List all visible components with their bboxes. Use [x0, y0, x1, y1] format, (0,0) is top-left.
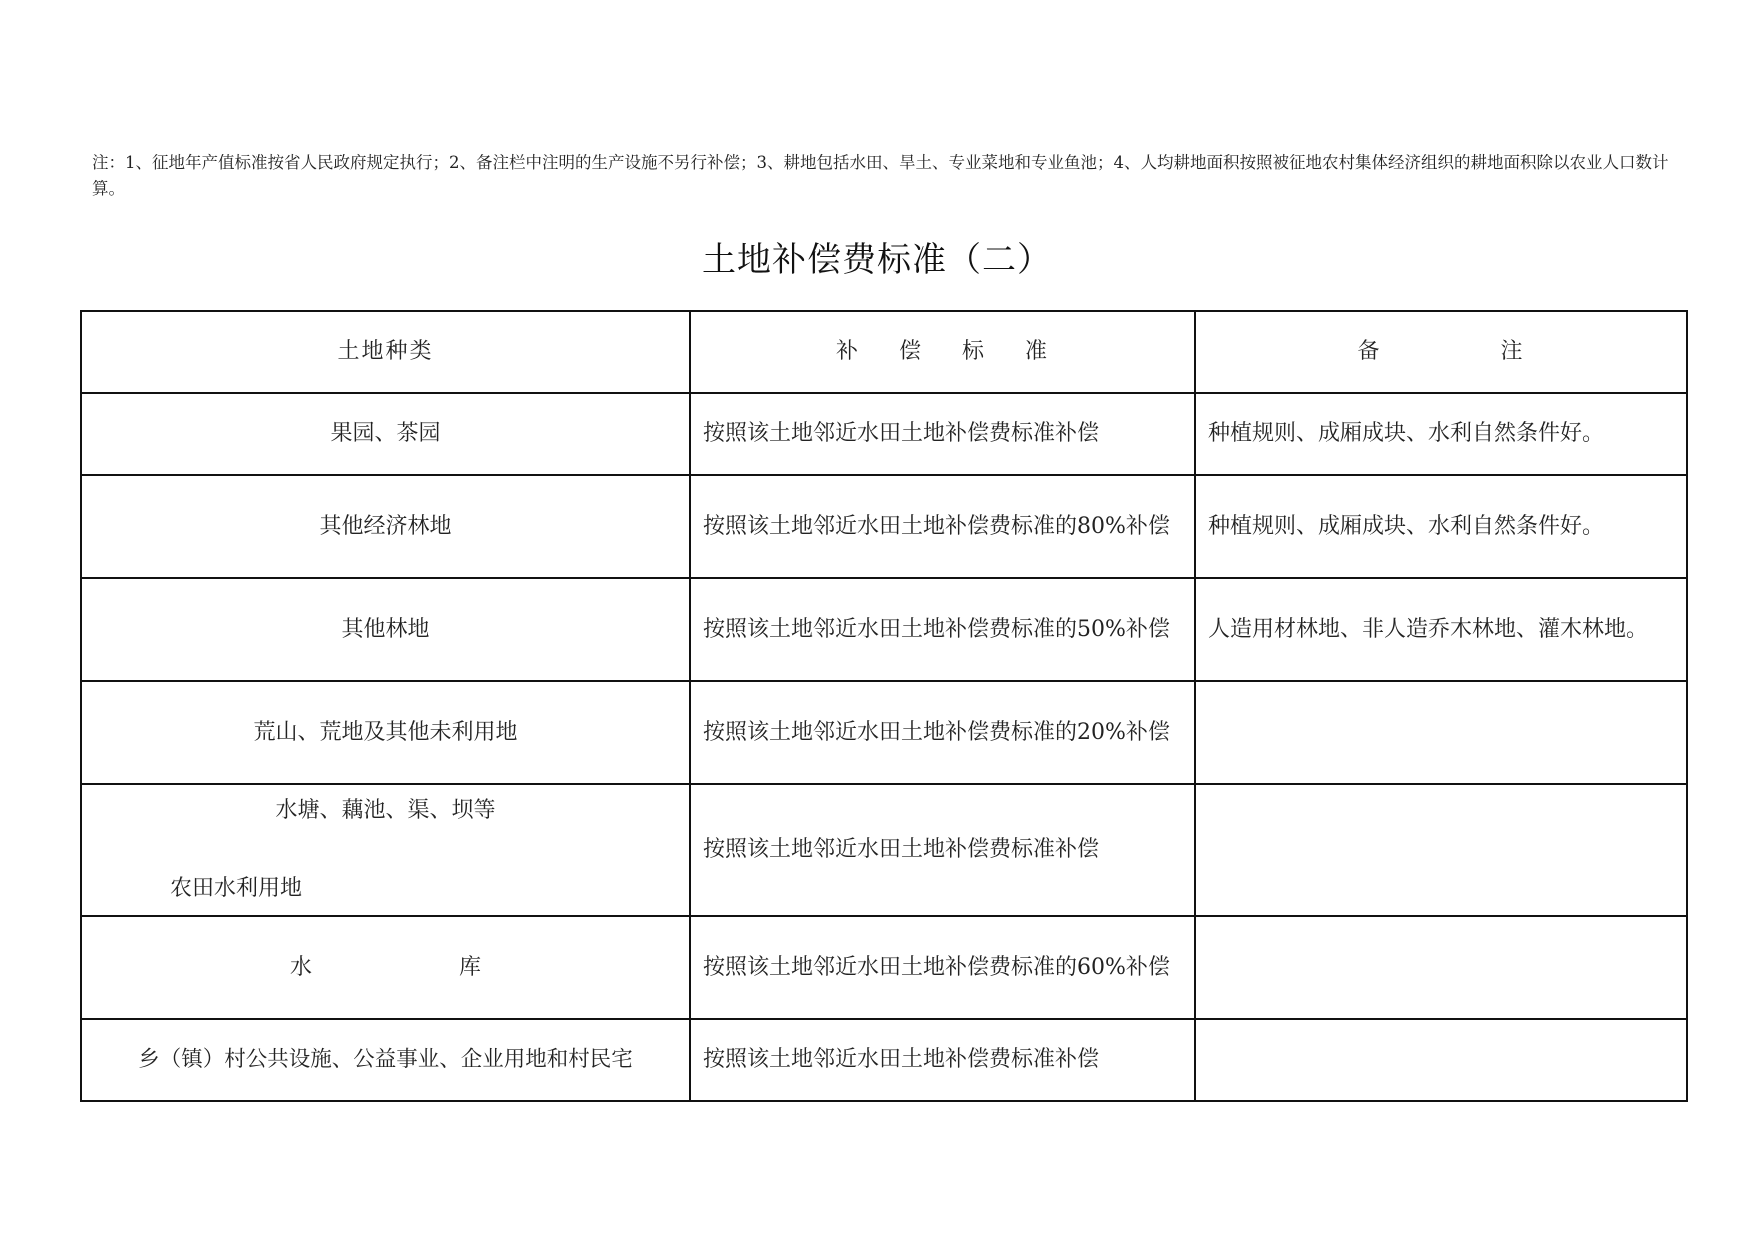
land-type-cell: 水 库 — [81, 916, 690, 1019]
standard-cell: 按照该土地邻近水田土地补偿费标准的50%补偿 — [690, 578, 1195, 681]
land-type-line1: 水塘、藕池、渠、坝等 — [275, 798, 496, 823]
standard-cell: 按照该土地邻近水田土地补偿费标准补偿 — [690, 1019, 1195, 1101]
header-remark: 备 注 — [1195, 311, 1687, 393]
page-title: 土地补偿费标准（二） — [702, 240, 1052, 280]
land-type-cell: 荒山、荒地及其他未利用地 — [81, 681, 690, 784]
land-type-line2: 农田水利用地 — [170, 876, 303, 901]
remark-cell — [1195, 784, 1687, 916]
table-row — [81, 681, 1687, 784]
land-type-cell: 其他经济林地 — [81, 475, 690, 578]
standard-cell: 按照该土地邻近水田土地补偿费标准补偿 — [690, 784, 1195, 916]
remark-cell: 人造用材林地、非人造乔木林地、灌木林地。 — [1195, 578, 1687, 681]
table-row — [81, 578, 1687, 681]
header-land-type: 土地种类 — [81, 311, 690, 393]
compensation-table — [80, 310, 1688, 1102]
table-row — [81, 475, 1687, 578]
land-type-cell: 其他林地 — [81, 578, 690, 681]
remark-cell — [1195, 681, 1687, 784]
standard-cell: 按照该土地邻近水田土地补偿费标准补偿 — [690, 393, 1195, 475]
land-type-cell — [81, 784, 690, 916]
footnote: 注：1、征地年产值标准按省人民政府规定执行；2、备注栏中注明的生产设施不另行补偿；3、耕地包括水田、旱土、专业菜地和专业鱼池；4、人均耕地面积按照被征地农村集体经济组织的耕地面积除以农业人口数计算。 — [92, 153, 1669, 198]
standard-cell: 按照该土地邻近水田土地补偿费标准的20%补偿 — [690, 681, 1195, 784]
standard-cell: 按照该土地邻近水田土地补偿费标准的80%补偿 — [690, 475, 1195, 578]
table-row — [81, 1019, 1687, 1101]
land-type-cell: 乡（镇）村公共设施、公益事业、企业用地和村民宅 — [81, 1019, 690, 1101]
table-row — [81, 393, 1687, 475]
table-row — [81, 916, 1687, 1019]
remark-cell — [1195, 1019, 1687, 1101]
remark-cell: 种植规则、成厢成块、水利自然条件好。 — [1195, 393, 1687, 475]
standard-cell: 按照该土地邻近水田土地补偿费标准的60%补偿 — [690, 916, 1195, 1019]
remark-cell: 种植规则、成厢成块、水利自然条件好。 — [1195, 475, 1687, 578]
table-row — [81, 784, 1687, 916]
land-type-cell: 果园、茶园 — [81, 393, 690, 475]
table-header-row — [81, 311, 1687, 393]
remark-cell — [1195, 916, 1687, 1019]
header-standard: 补 偿 标 准 — [690, 311, 1195, 393]
